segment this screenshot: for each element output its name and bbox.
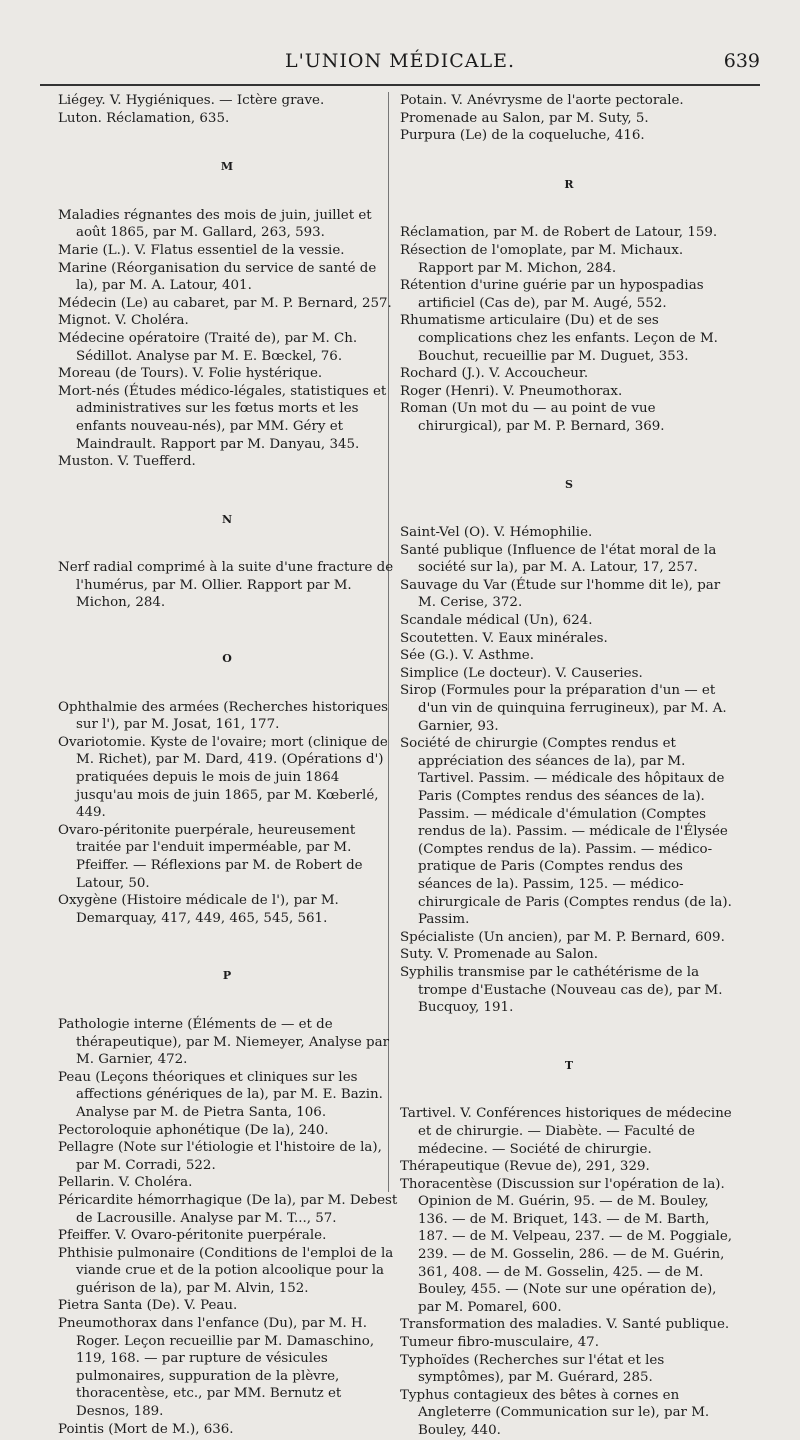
right-column — [400, 92, 740, 1440]
index-entry: Promenade au Salon, par M. Suty, 5. — [400, 110, 649, 126]
section-l — [58, 92, 398, 127]
index-entry: Oxygène (Histoire médicale de l'), par M. Demarquay, 417, 449, 465, 545, 561. — [58, 893, 339, 926]
section-m — [58, 207, 398, 471]
section-p — [58, 1016, 398, 1438]
index-entry: Luton. Réclamation, 635. — [58, 110, 230, 126]
index-entry: Pectoroloquie aphonétique (De la), 240. — [58, 1122, 329, 1138]
index-entry: Spécialiste (Un ancien), par M. P. Bernard, 609. — [400, 929, 725, 945]
section-n — [58, 559, 398, 612]
index-entry: Thoracentèse (Discussion sur l'opération de la). Opinion de M. Guérin, 95. — de M. Bouley, 136. — de M. Briquet, 143. — de M. Barth, 187. — de M. Velpeau, 237. — de M. Poggiale, 239. — de M. Gosselin, 286. — de M. Guérin, 361, 408. — de M. Gosselin, 425. — de M. Bouley, 455. — (Note sur une opération de), par M. Pomarel, 600. — [400, 1176, 733, 1315]
index-entry: Réclamation, par M. de Robert de Latour, 159. — [400, 225, 718, 241]
index-entry: Société de chirurgie (Comptes rendus et appréciation des séances de la), par M. Tartivel. Passim. — médicale des hôpitaux de Paris (Comptes rendus des séances de la). Passim. — médicale d'émulation (Comptes rendus de la). Passim. — médicale de l'Élysée (Comptes rendus de la). Passim. — médico-pratique de Paris (Comptes rendus des séances de la). Passim, 125. — médico-chirurgicale de Paris (Comptes rendus (de la). Passim. — [400, 736, 732, 928]
index-entry: Thérapeutique (Revue de), 291, 329. — [400, 1159, 650, 1175]
index-entry: Péricardite hémorrhagique (De la), par M. Debest de Lacrousille. Analyse par M. T..., 57. — [58, 1192, 398, 1226]
index-entry: Ovariotomie. Kyste de l'ovaire; mort (clinique de M. Richet), par M. Dard, 419. (Opérations d') pratiquées depuis le mois de juin 1864 jusqu'au mois de juin 1865, par M. Kœberlé, 449. — [58, 734, 388, 821]
letter-heading-o: O — [222, 652, 234, 666]
index-entry: Ovaro-péritonite puerpérale, heureusement traitée par l'enduit imperméable, par M. Pfeiffer. — Réflexions par M. de Robert de Latour, 50. — [58, 822, 363, 891]
index-entry: Santé publique (Influence de l'état moral de la société sur la), par M. A. Latour, 17, 257. — [400, 542, 717, 576]
index-entry: Scoutetten. V. Eaux minérales. — [400, 630, 608, 646]
index-entry: Mort-nés (Études médico-légales, statistiques et administratives sur les fœtus morts et les enfants nouveau-nés), par MM. Géry et Maindrault. Rapport par M. Danyau, 345. — [58, 383, 387, 452]
index-entry: Sée (G.). V. Asthme. — [400, 648, 534, 664]
index-entry: Marine (Réorganisation du service de santé de la), par M. A. Latour, 401. — [58, 260, 377, 294]
page-number: 639 — [723, 50, 760, 72]
index-entry: Pellarin. V. Choléra. — [58, 1175, 193, 1191]
index-entry: Peau (Leçons théoriques et cliniques sur les affections génériques de la), par M. E. Bazin. Analyse par M. de Pietra Santa, 106. — [58, 1069, 383, 1120]
letter-heading-n: N — [221, 512, 235, 526]
index-entry: Tumeur fibro-musculaire, 47. — [400, 1335, 599, 1351]
index-entry: Nerf radial comprimé à la suite d'une fracture de l'humérus, par M. Ollier. Rapport par M. Michon, 284. — [58, 560, 394, 611]
index-entry: Mignot. V. Choléra. — [58, 313, 189, 329]
letter-heading-p: P — [222, 969, 234, 983]
index-entry: Ophthalmie des armées (Recherches historiques sur l'), par M. Josat, 161, 177. — [58, 699, 389, 733]
index-entry: Rhumatisme articulaire (Du) et de ses complications chez les enfants. Leçon de M. Bouchut, recueillie par M. Duguet, 353. — [400, 313, 718, 364]
section-p-continued — [400, 92, 740, 145]
index-entry: Pneumothorax dans l'enfance (Du), par M. H. Roger. Leçon recueillie par M. Damaschino, 119, 168. — par rupture de vésicules pulmonaires, suppuration de la plèvre, thoracentèse, etc., par MM. Bernutz et Desnos, 189. — [58, 1316, 375, 1420]
letter-heading-s: S — [565, 477, 575, 491]
index-entry: Pellagre (Note sur l'étiologie et l'histoire de la), par M. Corradi, 522. — [58, 1140, 382, 1173]
index-entry: Maladies régnantes des mois de juin, juillet et août 1865, par M. Gallard, 263, 593. — [58, 207, 372, 241]
running-header — [40, 44, 760, 86]
index-entry: Suty. V. Promenade au Salon. — [400, 947, 599, 963]
index-entry: Potain. V. Anévrysme de l'aorte pectorale. — [400, 93, 684, 108]
index-entry: Saint-Vel (O). V. Hémophilie. — [400, 525, 593, 541]
index-entry: Roman (Un mot du — au point de vue chirurgical), par M. P. Bernard, 369. — [400, 401, 665, 434]
index-entry: Phthisie pulmonaire (Conditions de l'emploi de la viande crue et de la potion alcoolique pour la guérison de la), par M. Alvin, 152. — [58, 1245, 394, 1296]
index-entry: Rochard (J.). V. Accoucheur. — [400, 366, 589, 382]
index-entry: Typhoïdes (Recherches sur l'état et les symptômes), par M. Guérard, 285. — [400, 1352, 665, 1386]
section-s — [400, 524, 740, 1017]
index-entry: Moreau (de Tours). V. Folie hystérique. — [58, 366, 323, 382]
index-entry: Sirop (Formules pour la préparation d'un — et d'un vin de quinquina ferrugineux), par M. A. Garnier, 93. — [400, 683, 727, 734]
section-o — [58, 699, 398, 928]
letter-heading-m: M — [220, 160, 236, 174]
index-entry: Syphilis transmise par le cathétérisme de la trompe d'Eustache (Nouveau cas de), par M. Bucquoy, 191. — [400, 964, 723, 1016]
letter-heading-t: T — [564, 1058, 576, 1072]
index-entry: Tartivel. V. Conférences historiques de médecine et de chirurgie. — Diabète. — Faculté de médecine. — Société de chirurgie. — [400, 1106, 732, 1157]
index-entry: Marie (L.). V. Flatus essentiel de la vessie. — [58, 242, 345, 258]
index-entry: Transformation des maladies. V. Santé publique. — [400, 1317, 730, 1333]
index-entry: Pfeiffer. V. Ovaro-péritonite puerpérale. — [58, 1228, 327, 1244]
index-entry: Médecin (Le) au cabaret, par M. P. Bernard, 257. — [58, 295, 392, 311]
left-column — [58, 92, 398, 1438]
index-entry: Pathologie interne (Éléments de — et de thérapeutique), par M. Niemeyer, Analyse par M. Garnier, 472. — [58, 1016, 390, 1068]
section-r — [400, 224, 740, 435]
index-entry: Médecine opératoire (Traité de), par M. Ch. Sédillot. Analyse par M. E. Bœckel, 76. — [58, 330, 358, 364]
index-entry: Résection de l'omoplate, par M. Michaux. Rapport par M. Michon, 284. — [400, 242, 684, 276]
index-entry: Rétention d'urine guérie par un hypospadias artificiel (Cas de), par M. Augé, 552. — [400, 278, 704, 311]
index-entry: Pietra Santa (De). V. Peau. — [58, 1298, 238, 1314]
section-t — [400, 1105, 740, 1439]
index-entry: Purpura (Le) de la coqueluche, 416. — [400, 128, 645, 144]
index-entry: Roger (Henri). V. Pneumothorax. — [400, 383, 623, 399]
index-entry: Muston. V. Tuefferd. — [58, 454, 196, 470]
letter-heading-r: R — [564, 177, 576, 191]
index-entry: Pointis (Mort de M.), 636. — [58, 1421, 234, 1437]
index-entry: Scandale médical (Un), 624. — [400, 613, 593, 629]
index-entry: Liégey. V. Hygiéniques. — Ictère grave. — [58, 93, 325, 108]
index-entry: Simplice (Le docteur). V. Causeries. — [400, 665, 643, 681]
index-entry: Sauvage du Var (Étude sur l'homme dit le), par M. Cerise, 372. — [400, 577, 721, 611]
journal-title: L'UNION MÉDICALE. — [284, 50, 516, 72]
index-entry: Typhus contagieux des bêtes à cornes en Angleterre (Communication sur le), par M. Bouley, 440. — [400, 1387, 710, 1438]
